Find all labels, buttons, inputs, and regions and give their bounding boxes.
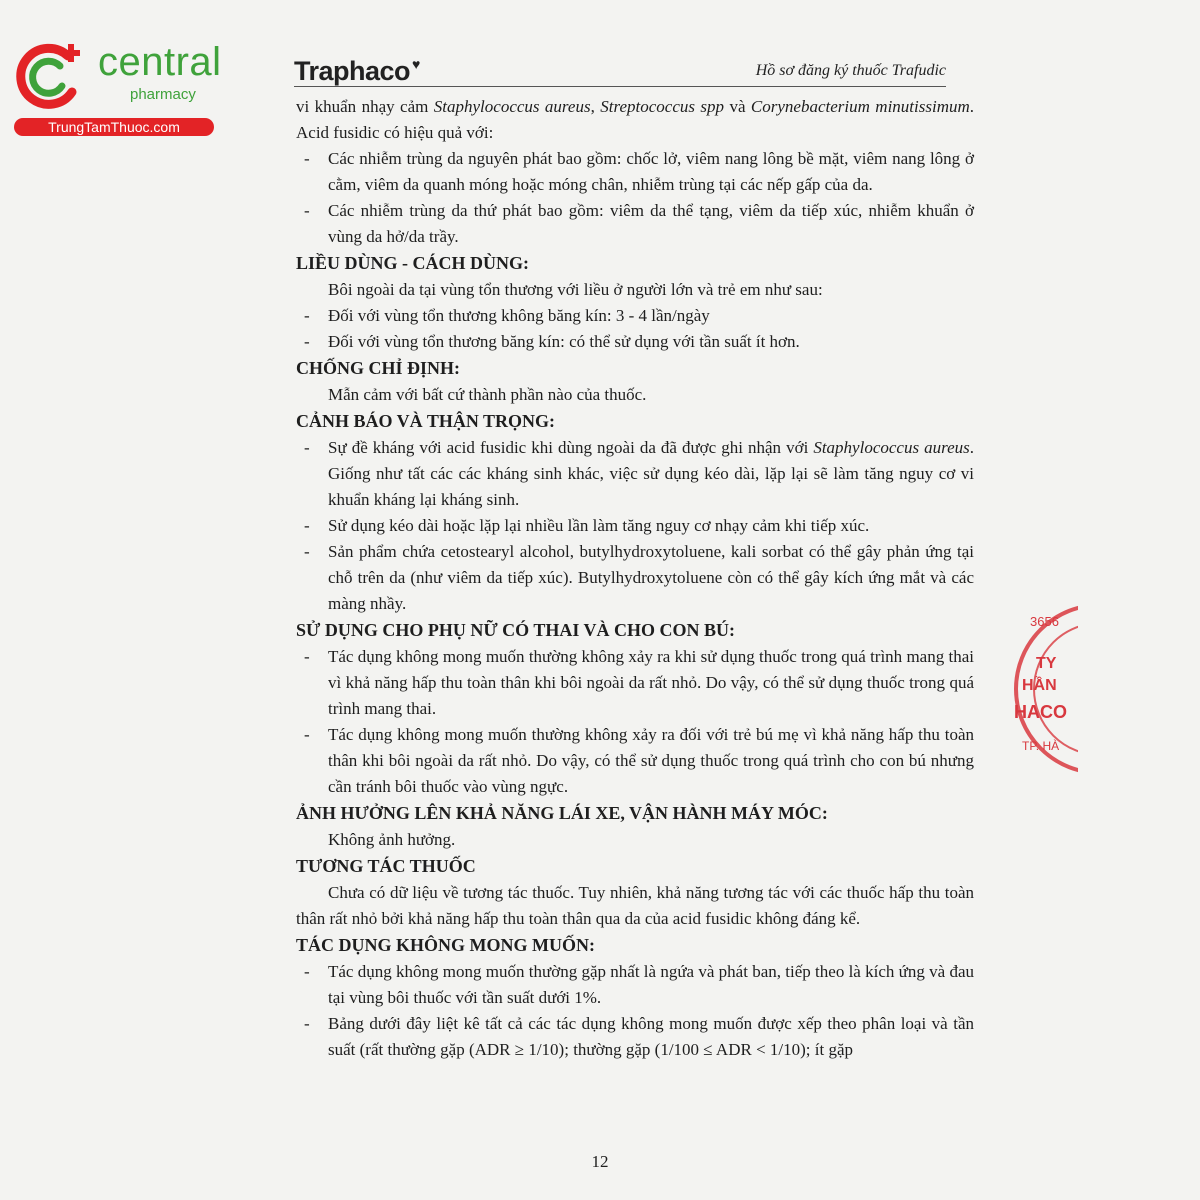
- document-title: Hồ sơ đăng ký thuốc Trafudic: [755, 62, 946, 79]
- indications-list: [296, 146, 974, 250]
- heart-icon: ♥: [412, 56, 420, 72]
- brand-name: Traphaco: [294, 56, 411, 86]
- watermark-subtitle: pharmacy: [130, 86, 196, 103]
- stamp-seal-icon: [1008, 598, 1078, 780]
- central-pharmacy-watermark: [10, 38, 222, 138]
- dosage-list: [296, 303, 974, 355]
- list-item: - Tác dụng không mong muốn thường gặp nhất là ngứa và phát ban, tiếp theo là kích ứng và đau tại vùng bôi thuốc với tần suất dưới 1%.: [304, 962, 974, 1007]
- adverse-effects-list: [296, 959, 974, 1063]
- watermark-site: TrungTamThuoc.com: [14, 118, 214, 136]
- svg-text:TY: TY: [1036, 655, 1057, 672]
- driving-text: Không ảnh hưởng.: [328, 830, 456, 849]
- company-stamp: [1008, 598, 1078, 780]
- document-body: [296, 94, 974, 1063]
- central-pharmacy-logo-icon: [10, 38, 90, 118]
- warnings-heading: CẢNH BÁO VÀ THẬN TRỌNG:: [296, 411, 556, 431]
- traphaco-logo: [294, 56, 420, 87]
- svg-text:HẦN: HẦN: [1022, 677, 1057, 694]
- header-divider: [294, 86, 946, 87]
- list-item: - Sự đề kháng với acid fusidic khi dùng ngoài da đã được ghi nhận với Staphylococcus aureus. Giống như tất các các kháng sinh khác, việc sử dụng kéo dài, lặp lại sẽ làm tăng nguy cơ vi khuẩn kháng lại kháng sinh.: [304, 438, 974, 509]
- list-item: - Bảng dưới đây liệt kê tất cả các tác dụng không mong muốn được xếp theo phân loại và tần suất (rất thường gặp (ADR ≥ 1/10); thường gặp (1/100 ≤ ADR < 1/10); ít gặp: [304, 1014, 974, 1059]
- contraindications-heading: CHỐNG CHỈ ĐỊNH:: [296, 358, 461, 378]
- list-item: - Các nhiễm trùng da nguyên phát bao gồm: chốc lở, viêm nang lông bề mặt, viêm nang lông ở cằm, viêm da quanh móng hoặc móng chân, nhiễm trùng tại các nếp gấp của da.: [304, 149, 974, 194]
- list-item: - Tác dụng không mong muốn thường không xảy ra đối với trẻ bú mẹ vì khả năng hấp thu toàn thân khi bôi ngoài da rất nhỏ. Do vậy, có thể sử dụng thuốc trong quá trình cho con bú nhưng cần tránh bôi thuốc vào vùng ngực.: [304, 725, 974, 796]
- intro-paragraph: vi khuẩn nhạy cảm Staphylococcus aureus, Streptococcus spp và Corynebacterium minutissimum. Acid fusidic có hiệu quả với:: [296, 97, 974, 142]
- interactions-heading: TƯƠNG TÁC THUỐC: [296, 856, 476, 876]
- pregnancy-heading: SỬ DỤNG CHO PHỤ NỮ CÓ THAI VÀ CHO CON BÚ:: [296, 620, 736, 640]
- svg-text:TP. HÀ: TP. HÀ: [1022, 739, 1060, 753]
- warnings-list: [296, 435, 974, 617]
- dosage-heading: LIỀU DÙNG - CÁCH DÙNG:: [296, 253, 529, 273]
- interactions-text: Chưa có dữ liệu về tương tác thuốc. Tuy nhiên, khả năng tương tác với các thuốc hấp thu toàn thân rất nhỏ bởi khả năng hấp thu toàn thân qua da của acid fusidic không đáng kể.: [296, 883, 974, 928]
- list-item: - Tác dụng không mong muốn thường không xảy ra khi sử dụng thuốc trong quá trình mang thai vì khả năng hấp thu toàn thân khi bôi ngoài da rất nhỏ. Do vậy, có thể sử dụng thuốc trong quá trình mang thai.: [304, 647, 974, 718]
- list-item: - Sử dụng kéo dài hoặc lặp lại nhiều lần làm tăng nguy cơ nhạy cảm khi tiếp xúc.: [304, 516, 870, 535]
- svg-text:HACO: HACO: [1014, 702, 1067, 722]
- list-item: - Các nhiễm trùng da thứ phát bao gồm: viêm da thể tạng, viêm da tiếp xúc, nhiễm khuẩn ở vùng da hở/da trầy.: [304, 201, 974, 246]
- pregnancy-list: [296, 644, 974, 800]
- svg-text:3656: 3656: [1030, 614, 1059, 629]
- contraindications-text: Mẫn cảm với bất cứ thành phần nào của thuốc.: [328, 385, 647, 404]
- driving-heading: ẢNH HƯỞNG LÊN KHẢ NĂNG LÁI XE, VẬN HÀNH MÁY MÓC:: [296, 803, 828, 823]
- list-item: - Đối với vùng tổn thương không băng kín: 3 - 4 lần/ngày: [304, 306, 710, 325]
- list-item: - Sản phẩm chứa cetostearyl alcohol, butylhydroxytoluene, kali sorbat có thể gây phản ứng tại chỗ trên da (như viêm da tiếp xúc). Butylhydroxytoluene còn có thể gây kích ứng mắt và các màng nhầy.: [304, 542, 974, 613]
- adverse-effects-heading: TÁC DỤNG KHÔNG MONG MUỐN:: [296, 935, 595, 955]
- watermark-brand: central: [98, 40, 222, 84]
- page-number: 12: [591, 1152, 609, 1171]
- list-item: - Đối với vùng tổn thương băng kín: có thể sử dụng với tần suất ít hơn.: [304, 332, 800, 351]
- dosage-intro: Bôi ngoài da tại vùng tổn thương với liều ở người lớn và trẻ em như sau:: [328, 280, 823, 299]
